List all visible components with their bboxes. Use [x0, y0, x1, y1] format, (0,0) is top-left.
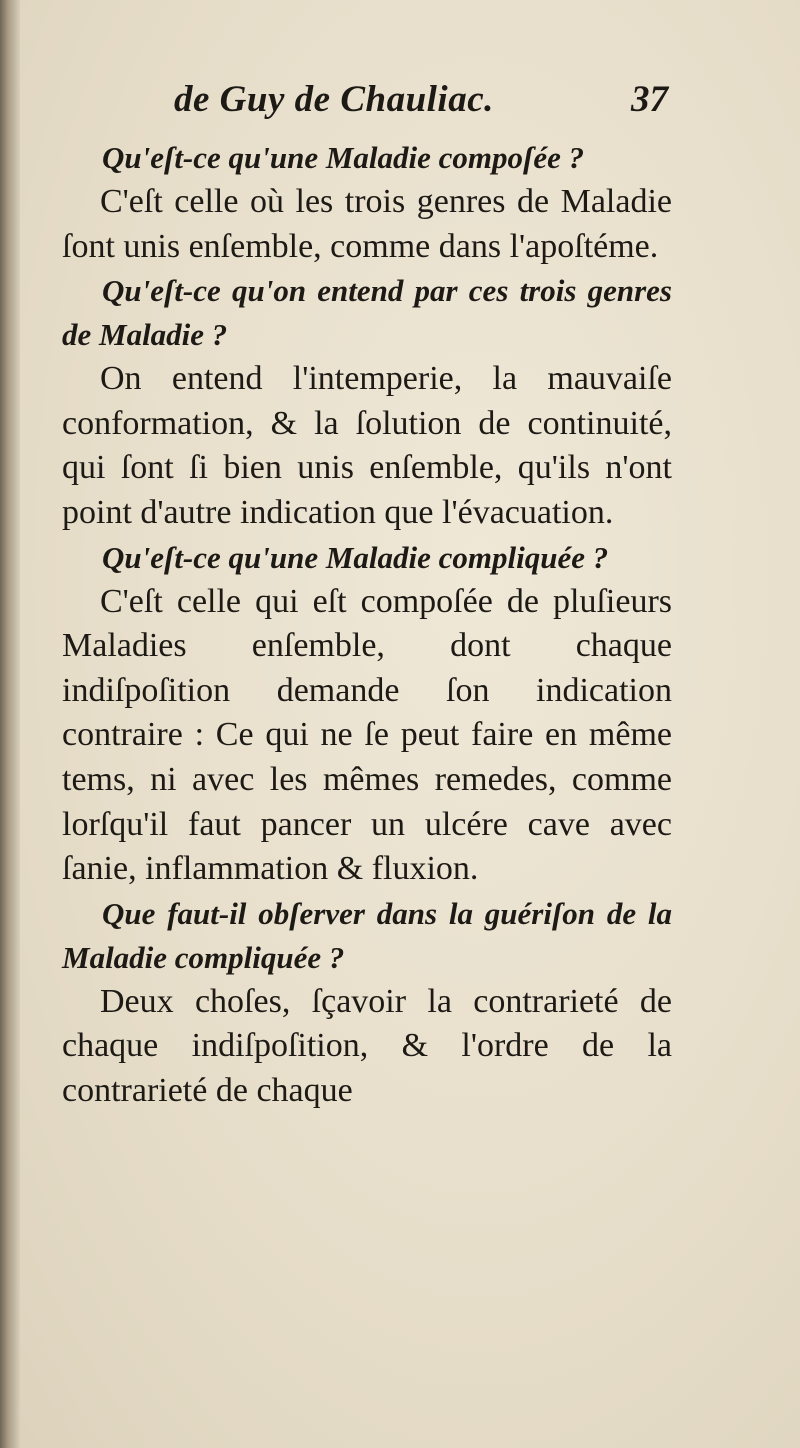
answer-2: On entend l'intemperie, la mauvaiſe conformation, & la ſolution de continuité, qui ſont ſi bien unis enſemble, qu'ils n'ont point d'autre indication que l'évacuation.: [62, 360, 672, 531]
question-4: Que faut-il obſerver dans la guériſon de la Maladie compliquée ?: [62, 895, 672, 975]
page-header: [62, 78, 672, 136]
question-3: Qu'eſt-ce qu'une Maladie compliquée ?: [102, 539, 609, 575]
question-1: Qu'eſt-ce qu'une Maladie compoſée ?: [102, 140, 585, 175]
answer-1: C'eſt celle où les trois genres de Maladie ſont unis enſemble, comme dans l'apoſtéme.: [62, 183, 672, 265]
question-2: Qu'eſt-ce qu'on entend par ces trois genres de Maladie ?: [62, 273, 672, 353]
page-number: 37: [631, 79, 668, 120]
running-head: de Guy de Chauliac.: [174, 79, 494, 120]
answer-4: Deux choſes, ſçavoir la contrarieté de chaque indiſpoſition, & l'ordre de la contrarieté de chaque: [62, 982, 672, 1109]
answer-3: C'eſt celle qui eſt compoſée de pluſieurs Maladies enſemble, dont chaque indiſpoſition demande ſon indication contraire : Ce qui ne ſe peut faire en même tems, ni avec les mêmes remedes, comme lorſqu'il faut pancer un ulcére cave avec ſanie, inflammation & fluxion.: [62, 582, 672, 888]
binding-gutter: [0, 0, 20, 1448]
text-block: [62, 78, 672, 1114]
